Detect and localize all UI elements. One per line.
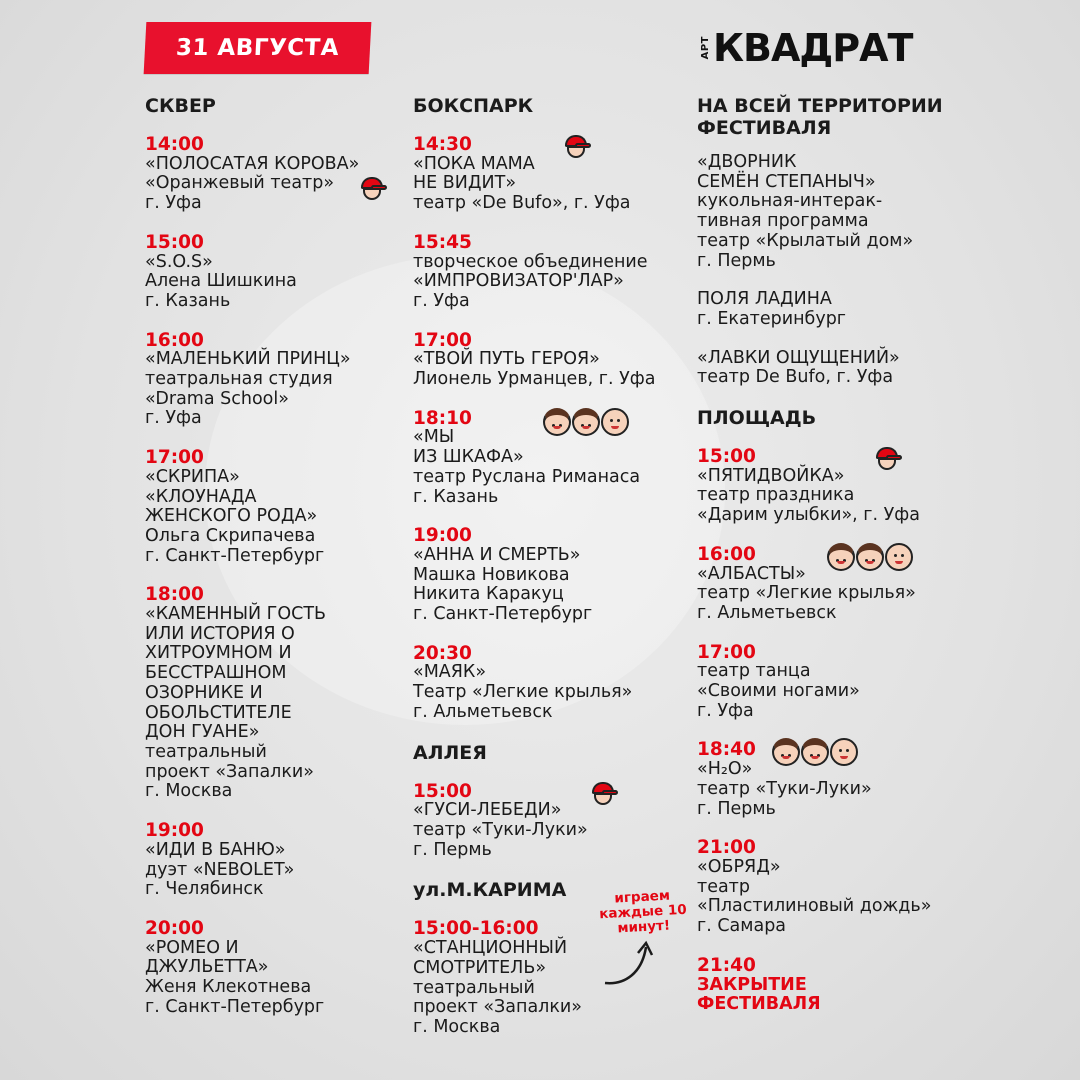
event-line: творческое объединение — [413, 251, 648, 272]
event-line: г. Самара — [697, 916, 787, 937]
event-time: 16:00 — [697, 543, 756, 565]
event-line: Алена Шишкина — [145, 271, 297, 292]
family-icon — [543, 408, 629, 436]
event — [697, 153, 1067, 271]
festival-closing — [697, 956, 1067, 1015]
event-line: театр «Легкие крылья» — [697, 583, 916, 604]
section — [145, 95, 405, 1017]
face-icon — [543, 408, 571, 436]
event-line: «КЛОУНАДА — [145, 486, 257, 507]
event-line: театральный — [413, 977, 535, 998]
event-line: «СТАНЦИОННЫЙ — [413, 938, 568, 959]
event — [145, 331, 405, 430]
event-line: г. Москва — [413, 1016, 501, 1037]
section-title: ПЛОЩАДЬ — [697, 407, 817, 430]
event-line: г. Пермь — [697, 798, 776, 819]
event-line: «ПОКА МАМА — [413, 153, 535, 174]
date-badge: 31 АВГУСТА — [144, 22, 372, 74]
event-line: «МАЯК» — [413, 662, 487, 683]
kid-icon — [588, 780, 618, 806]
event-line: г. Уфа — [145, 193, 202, 214]
event — [145, 919, 405, 1018]
event-time: 20:00 — [145, 917, 204, 939]
section — [697, 407, 1067, 937]
event-line: «H₂O» — [697, 759, 753, 780]
kid-cap-icon — [588, 780, 618, 806]
event-line: СМОТРИТЕЛЬ» — [413, 957, 547, 978]
event-line: ДЖУЛЬЕТТА» — [145, 957, 269, 978]
event — [145, 448, 405, 566]
event — [697, 349, 1067, 388]
event-time: 15:00 — [413, 780, 472, 802]
event-line: «ОБРЯД» — [697, 856, 781, 877]
logo-small-text: АРТ — [700, 36, 711, 60]
event-time: 18:10 — [413, 407, 472, 429]
closing-line: ФЕСТИВАЛЯ — [697, 994, 821, 1015]
event-line: г. Санкт-Петербург — [145, 996, 325, 1017]
event-line: театральный — [145, 741, 267, 762]
event-line: г. Москва — [145, 781, 233, 802]
event — [413, 135, 683, 214]
kid-cap-icon — [561, 133, 591, 159]
kid-icon — [561, 133, 591, 159]
section — [413, 95, 683, 723]
event-line: г. Альметьевск — [697, 602, 837, 623]
event — [145, 233, 405, 312]
event-line: ИЛИ ИСТОРИЯ О — [145, 623, 295, 644]
event-time: 17:00 — [145, 447, 204, 469]
event-line: ИЗ ШКАФА» — [413, 447, 524, 468]
event — [145, 135, 405, 214]
section — [413, 742, 683, 861]
event — [413, 331, 683, 390]
kid-icon — [872, 445, 902, 471]
face-icon — [827, 543, 855, 571]
event-time: 18:40 — [697, 739, 756, 761]
event-line: «Оранжевый театр» — [145, 173, 335, 194]
event-time: 18:00 — [145, 584, 204, 606]
event-line: г. Санкт-Петербург — [413, 604, 593, 625]
event-line: Женя Клекотнева — [145, 977, 312, 998]
section-title: СКВЕР — [145, 95, 216, 117]
event-line: «Drama School» — [145, 388, 289, 409]
event — [697, 740, 1067, 819]
event-line: «СКРИПА» — [145, 466, 240, 487]
event-line: театр «Туки-Луки» — [413, 819, 588, 840]
event-line: «ПОЛОСАТАЯ КОРОВА» — [145, 153, 360, 174]
event-line: г. Уфа — [145, 408, 202, 429]
event-line: театр «Туки-Луки» — [697, 778, 872, 799]
logo — [700, 28, 912, 68]
event — [413, 233, 683, 312]
event-line: «Пластилиновый дождь» — [697, 896, 932, 917]
kid-cap-icon — [872, 445, 902, 471]
event-line: СЕМЁН СТЕПАНЫЧ» — [697, 171, 876, 192]
event-line: «ТВОЙ ПУТЬ ГЕРОЯ» — [413, 349, 600, 370]
event-line: г. Пермь — [413, 839, 492, 860]
event-line: «ПЯТИДВОЙКА» — [697, 465, 845, 486]
event-line: ОЗОРНИКЕ И — [145, 682, 263, 703]
event — [413, 644, 683, 723]
event-line: Ольга Скрипачева — [145, 525, 316, 546]
logo-big-text: КВАДРАТ — [713, 26, 913, 70]
event-line: НЕ ВИДИТ» — [413, 173, 517, 194]
event-line: «ДВОРНИК — [697, 152, 797, 172]
event — [413, 782, 683, 861]
event-line: Театр «Легкие крылья» — [413, 682, 633, 703]
event-line: «S.O.S» — [145, 251, 213, 272]
column-1 — [145, 95, 405, 1036]
family-icon — [772, 738, 858, 766]
event-line: г. Екатеринбург — [697, 308, 847, 329]
event-line: Лионель Урманцев, г. Уфа — [413, 369, 656, 390]
section — [697, 95, 1067, 388]
event — [697, 447, 1067, 526]
event-line: ЖЕНСКОГО РОДА» — [145, 506, 318, 527]
column-3 — [697, 95, 1067, 1015]
event-line: театр De Bufo, г. Уфа — [697, 367, 894, 388]
event-line: ПОЛЯ ЛАДИНА — [697, 289, 832, 310]
event — [145, 585, 405, 802]
event-line: «РОМЕО И — [145, 937, 239, 958]
kid-icon — [357, 175, 387, 201]
event-line: г. Пермь — [697, 250, 776, 271]
event-line: ОБОЛЬСТИТЕЛЕ — [145, 702, 292, 723]
event-line: «АЛБАСТЫ» — [697, 563, 806, 584]
event-line: «ИДИ В БАНЮ» — [145, 839, 286, 860]
event — [697, 838, 1067, 937]
event-line: БЕССТРАШНОМ — [145, 663, 287, 684]
event-line: «МАЛЕНЬКИЙ ПРИНЦ» — [145, 349, 351, 370]
event-time: 20:30 — [413, 642, 472, 664]
event-line: «ЛАВКИ ОЩУЩЕНИЙ» — [697, 347, 900, 368]
event-line: «ГУСИ-ЛЕБЕДИ» — [413, 800, 562, 821]
event-line: театр праздника — [697, 485, 855, 506]
event-line: «АННА И СМЕРТЬ» — [413, 544, 581, 565]
closing-line: ЗАКРЫТИЕ — [697, 974, 807, 995]
event — [697, 643, 1067, 722]
event-time: 14:30 — [413, 134, 472, 155]
event-line: г. Казань — [413, 486, 499, 507]
event-line: кукольная-интерак- — [697, 191, 883, 212]
event-time: 17:00 — [413, 329, 472, 351]
event-time: 15:00 — [145, 231, 204, 253]
face-icon — [772, 738, 800, 766]
event — [697, 545, 1067, 624]
event-time: 21:00 — [697, 837, 756, 859]
face-icon — [572, 408, 600, 436]
closing-time: 21:40 — [697, 954, 756, 976]
event-line: г. Уфа — [697, 700, 754, 721]
event-line: тивная программа — [697, 211, 869, 232]
face-icon — [885, 543, 913, 571]
event-line: ХИТРОУМНОМ И — [145, 643, 292, 664]
family-icon — [827, 543, 913, 571]
event — [697, 290, 1067, 329]
curved-arrow-icon — [600, 935, 660, 990]
event-time: 14:00 — [145, 134, 204, 155]
section-title: АЛЛЕЯ — [413, 741, 487, 764]
event-line: театр «Крылатый дом» — [697, 230, 914, 251]
event-line: театр танца — [697, 661, 811, 682]
event-line: театр — [697, 876, 750, 897]
every-10-minutes-note: играем каждые 10 минут! — [598, 887, 688, 937]
event-line: г. Альметьевск — [413, 701, 553, 722]
kid-cap-icon — [357, 175, 387, 201]
event-line: «Дарим улыбки», г. Уфа — [697, 505, 920, 526]
event-time: 15:00-16:00 — [413, 918, 539, 940]
face-icon — [801, 738, 829, 766]
event-line: дуэт «NEBOLET» — [145, 859, 295, 880]
event-line: г. Челябинск — [145, 879, 264, 900]
event-line: г. Казань — [145, 290, 231, 311]
event-line: «КАМЕННЫЙ ГОСТЬ — [145, 604, 327, 625]
section-title: НА ВСЕЙ ТЕРРИТОРИИ ФЕСТИВАЛЯ — [697, 95, 943, 139]
event-line: Машка Новикова — [413, 564, 570, 585]
event — [413, 409, 683, 508]
section-title: БОКСПАРК — [413, 95, 534, 117]
event-line: проект «Запалки» — [145, 761, 315, 782]
event-line: «МЫ — [413, 427, 455, 448]
event — [413, 526, 683, 625]
event — [145, 821, 405, 900]
event-line: театральная студия — [145, 369, 333, 390]
event-line: «Своими ногами» — [697, 681, 860, 702]
event-time: 16:00 — [145, 329, 204, 351]
event-time: 15:45 — [413, 231, 472, 253]
face-icon — [856, 543, 884, 571]
event-time: 15:00 — [697, 446, 756, 468]
event-line: театр «De Bufo», г. Уфа — [413, 193, 631, 214]
event-line: театр Руслана Риманаса — [413, 466, 641, 487]
face-icon — [601, 408, 629, 436]
event-time: 19:00 — [413, 525, 472, 547]
face-icon — [830, 738, 858, 766]
event-line: г. Уфа — [413, 290, 470, 311]
event-line: ДОН ГУАНЕ» — [145, 722, 260, 743]
event-line: проект «Запалки» — [413, 997, 583, 1018]
event-time: 19:00 — [145, 820, 204, 842]
event-time: 17:00 — [697, 641, 756, 663]
event-line: «ИМПРОВИЗАТОР'ЛАР» — [413, 271, 624, 292]
event-line: г. Санкт-Петербург — [145, 545, 325, 566]
event-line: Никита Каракуц — [413, 584, 564, 605]
section-title: ул.М.КАРИМА — [413, 879, 567, 902]
